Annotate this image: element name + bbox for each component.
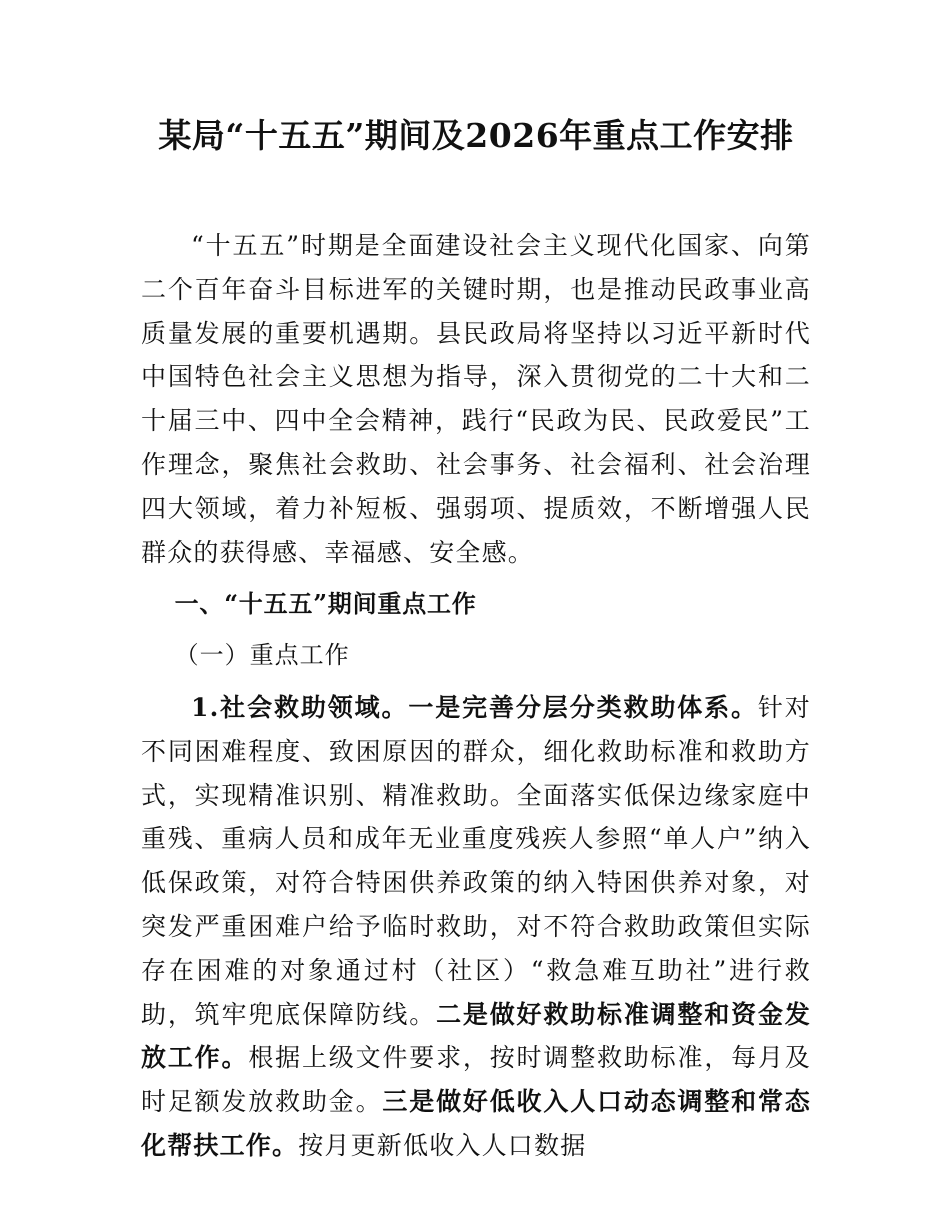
paragraph-lead: 1.社会救助领域。一是完善分层分类救助体系。 (191, 692, 758, 722)
document-body (141, 224, 811, 1168)
paragraph-bold-3: 三是做好低收入人口动态调整和常态化帮扶工作。 (141, 1087, 811, 1160)
paragraph-text-3: 按月更新低收入人口数据 (298, 1130, 587, 1160)
paragraph-text-1: 针对不同困难程度、致困原因的群众，细化救助标准和救助方式，实现精准识别、精准救助。全面落实低保边缘家庭中重残、重病人员和成年无业重度残疾人参照“单人户”纳入低保政策，对符合特困供养政策的纳入特困供养对象，对突发严重困难户给予临时救助，对不符合救助政策但实际存在困难的对象通过村（社区）“救急难互助社”进行救助，筑牢兜底保障防线。 (141, 692, 811, 1029)
social-assistance-paragraph (141, 686, 811, 1168)
page-title: 某局“十五五”期间及2026年重点工作安排 (158, 116, 794, 155)
subsection-heading-1: （一）重点工作 (174, 641, 350, 670)
paragraph-bold-2: 二是做好救助标准调整和资金发放工作。 (141, 999, 811, 1073)
paragraph-text-2: 根据上级文件要求，按时调整救助标准，每月及时足额发放救助金。 (141, 1043, 812, 1117)
intro-paragraph: “十五五”时期是全面建设社会主义现代化国家、向第二个百年奋斗目标进军的关键时期，也是推动民政事业高质量发展的重要机遇期。县民政局将坚持以习近平新时代中国特色社会主义思想为指导，深入贯彻党的二十大和二十届三中、四中全会精神，践行“民政为民、民政爱民”工作理念，聚焦社会救助、社会事务、社会福利、社会治理四大领域，着力补短板、强弱项、提质效，不断增强人民群众的获得感、幸福感、安全感。 (141, 231, 811, 567)
section-heading-1: 一、“十五五”期间重点工作 (174, 589, 477, 619)
